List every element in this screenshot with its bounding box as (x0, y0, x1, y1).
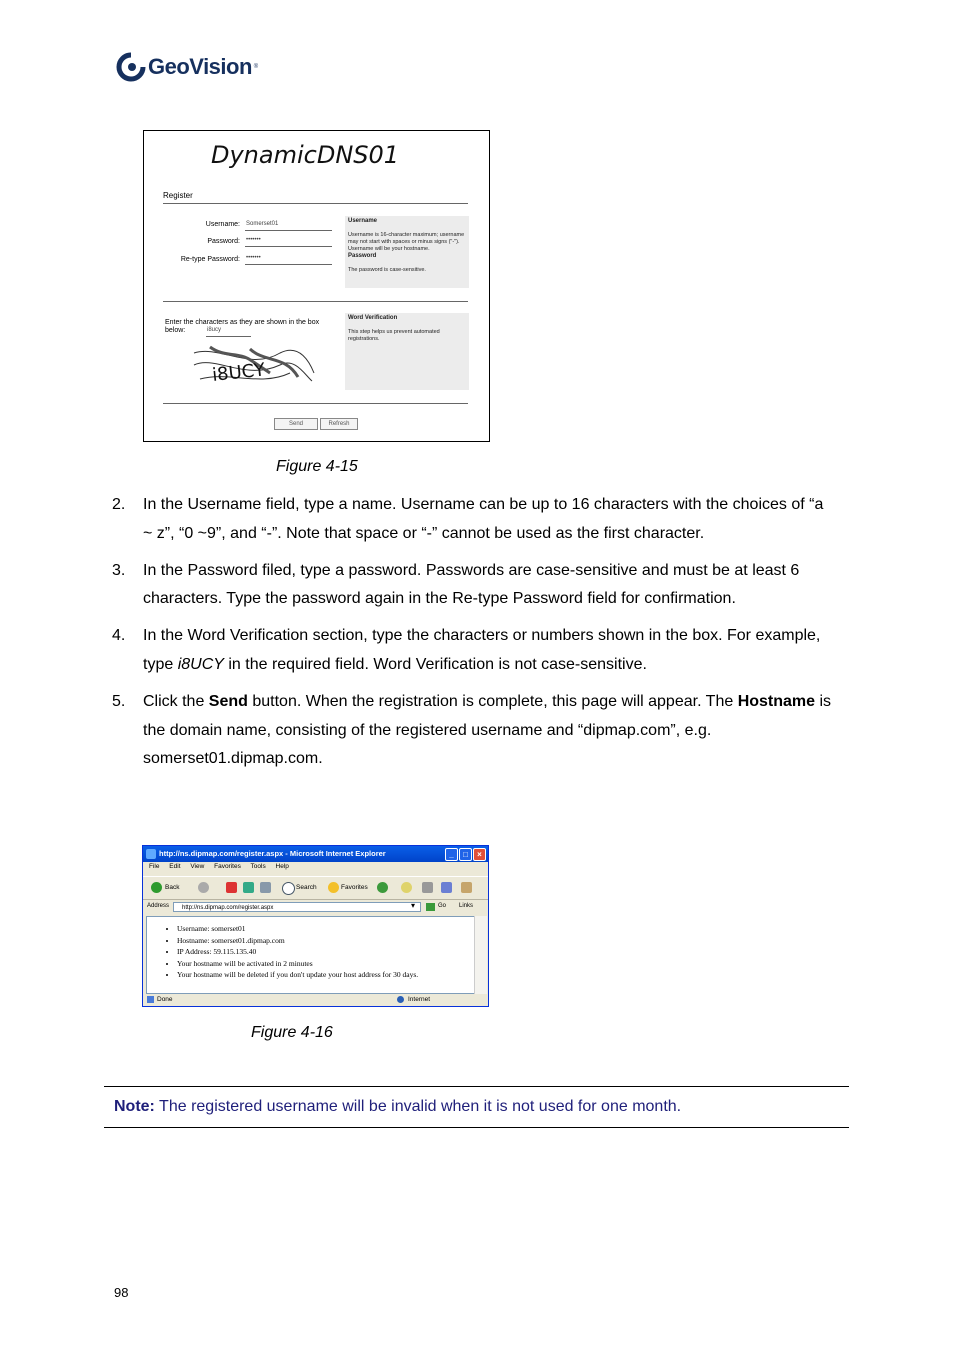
step-number: 4. (112, 627, 126, 645)
figure-4-15-registration-form (143, 130, 490, 442)
note-top-rule (104, 1086, 849, 1087)
home-icon[interactable] (260, 882, 271, 893)
steps-list (112, 491, 832, 782)
figure-4-16-caption: Figure 4-16 (251, 1024, 333, 1041)
window-title: http://ns.dipmap.com/register.aspx - Microsoft Internet Explorer (159, 849, 386, 858)
forward-icon[interactable] (198, 882, 209, 893)
search-icon[interactable] (282, 882, 295, 895)
globe-icon (397, 996, 404, 1003)
divider (163, 301, 468, 302)
go-icon[interactable] (426, 903, 435, 911)
retype-password-label: Re-type Password: (180, 256, 240, 263)
step-text (143, 693, 831, 768)
address-label: Address (147, 903, 170, 909)
back-icon[interactable] (151, 882, 162, 893)
figure-4-16-browser-window (142, 845, 489, 1007)
edit-icon[interactable] (441, 882, 452, 893)
step-number: 5. (112, 692, 126, 710)
window-titlebar (143, 846, 488, 862)
password-help-text: The password is case-sensitive. (348, 267, 426, 273)
list-item: • Your hostname will be activated in 2 minutes (177, 958, 474, 970)
geovision-logo-icon (116, 52, 146, 82)
messenger-icon[interactable] (461, 882, 472, 893)
captcha-image-text: i8UCY (211, 359, 266, 386)
send-term: Send (208, 692, 248, 710)
page-content (146, 916, 475, 994)
send-button[interactable]: Send (274, 418, 318, 430)
address-input[interactable]: http://ns.dipmap.com/register.aspx (173, 902, 421, 912)
step-text-part: Click the (143, 692, 209, 710)
verification-help-heading: Word Verification (348, 315, 398, 321)
maximize-icon[interactable]: □ (459, 848, 472, 861)
address-bar (143, 900, 488, 915)
menu-help[interactable]: Help (275, 863, 289, 870)
search-button[interactable]: Search (296, 884, 317, 891)
menu-view[interactable]: View (190, 863, 205, 870)
status-bar (143, 994, 488, 1006)
verification-help-text: This step helps us prevent automated registrations. (348, 329, 440, 342)
retype-password-field[interactable]: ••••••• (245, 255, 332, 265)
captcha-prompt-text: Enter the characters as they are shown in the box below: (165, 319, 320, 334)
go-button[interactable]: Go (438, 903, 447, 909)
registration-result-list (147, 923, 474, 981)
list-item: • Hostname: somerset01.dipmap.com (177, 935, 474, 947)
print-icon[interactable] (422, 882, 433, 893)
list-item: • Your hostname will be deleted if you don't update your host address for 30 days. (177, 969, 474, 981)
note-bottom-rule (104, 1127, 849, 1128)
geovision-logo (116, 50, 259, 84)
refresh-button[interactable]: Refresh (320, 418, 358, 430)
toolbar (143, 876, 488, 900)
divider (163, 203, 468, 204)
list-item: • Username: somerset01 (177, 923, 474, 935)
step-text-part: button. When the registration is complete, this page will appear. The (247, 692, 738, 710)
captcha-input[interactable]: i8ucy (206, 327, 251, 337)
menu-tools[interactable]: Tools (250, 863, 266, 870)
step-text-part: In the Word Verification section, type the characters or numbers shown in the box. For example, type (143, 627, 821, 673)
logo-text: GeoVision (148, 54, 252, 79)
note-text: The registered username will be invalid when it is not used for one month. (154, 1098, 682, 1115)
password-help-heading: Password (348, 253, 377, 259)
divider (163, 403, 468, 404)
page-number: 98 (114, 1285, 129, 1300)
verification-help-panel (345, 313, 469, 390)
list-item (112, 557, 832, 615)
step-text: In the Username field, type a name. Username can be up to 16 characters with the choices of “a ~ z”, “0 ~9”, and “-”. Note that space or “-” cannot be used as the first character. (143, 496, 824, 542)
captcha-image (190, 343, 316, 387)
note-label: Note: (114, 1098, 155, 1115)
username-help-text: Username is 16-character maximum; username may not start with spaces or minus signs ("-"). Username will be your hostname. (348, 232, 465, 252)
list-item (112, 688, 832, 774)
favorites-button[interactable]: Favorites (341, 884, 368, 891)
logo-trademark: ® (252, 64, 259, 70)
refresh-icon[interactable] (243, 882, 254, 893)
username-label: Username: (205, 221, 240, 228)
vertical-scrollbar[interactable] (474, 916, 487, 994)
list-item: • IP Address: 59.115.135.40 (177, 946, 474, 958)
step-number: 2. (112, 496, 126, 513)
username-help-panel (345, 216, 469, 288)
history-icon[interactable] (377, 882, 388, 893)
example-code: i8UCY (177, 655, 224, 673)
links-button[interactable]: Links (459, 903, 474, 909)
hostname-term: Hostname (737, 692, 816, 710)
step-number: 3. (112, 561, 126, 579)
username-help-heading: Username (348, 218, 378, 224)
menu-favorites[interactable]: Favorites (214, 863, 241, 870)
menu-edit[interactable]: Edit (169, 863, 181, 870)
password-label: Password: (207, 238, 240, 245)
back-button[interactable]: Back (165, 884, 180, 891)
step-text-part: in the required field. Word Verification is not case-sensitive. (223, 655, 647, 673)
form-title: DynamicDNS01 (211, 141, 400, 169)
step-text (143, 627, 820, 673)
figure-4-15-caption: Figure 4-15 (276, 458, 358, 475)
step-text: In the Password filed, type a password. Passwords are case-sensitive and must be at least 6 characters. Type the password again in the Re-type Password field for confirmation. (143, 561, 800, 608)
address-dropdown-icon[interactable]: ▾ (411, 901, 416, 910)
password-field[interactable]: ••••••• (245, 237, 332, 247)
minimize-icon[interactable]: _ (445, 848, 458, 861)
register-heading: Register (163, 191, 193, 200)
favorites-icon[interactable] (328, 882, 339, 893)
step-text-part: is the domain name, consisting of the registered username and “dipmap.com”, e.g. somerset01.dipmap.com. (143, 692, 832, 768)
mail-icon[interactable] (401, 882, 412, 893)
ie-icon (146, 849, 156, 859)
menu-bar (149, 863, 297, 870)
list-item (112, 622, 832, 680)
stop-icon[interactable] (226, 882, 237, 893)
username-field[interactable]: Somerset01 (245, 221, 332, 231)
security-zone: Internet (408, 996, 431, 1003)
note (114, 1098, 681, 1116)
list-item (112, 491, 832, 549)
menu-file[interactable]: File (149, 863, 160, 870)
close-icon[interactable]: × (473, 848, 486, 861)
page-icon (147, 996, 154, 1003)
status-text: Done (157, 996, 173, 1003)
